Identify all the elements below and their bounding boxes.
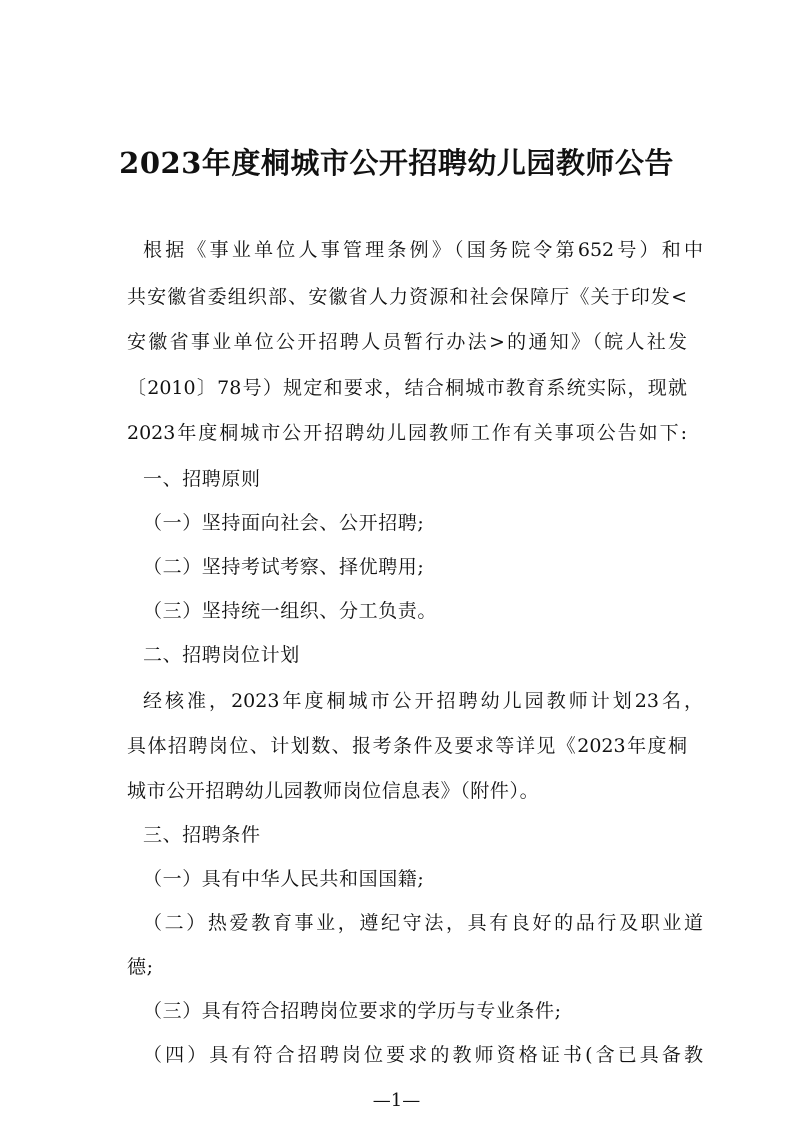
paragraph-line: 共安徽省委组织部、安徽省人力资源和社会保障厅《关于印发< [127,286,687,308]
paragraph-line: 〔2010〕78号）规定和要求，结合桐城市教育系统实际，现就 [127,377,687,399]
section-heading: 一、招聘原则 [143,468,261,490]
page-title: 2023年度桐城市公开招聘幼儿园教师公告 [119,146,674,180]
list-item: （一）具有中华人民共和国国籍; [143,868,425,890]
section-heading: 二、招聘岗位计划 [143,644,300,666]
list-item: （一）坚持面向社会、公开招聘; [143,512,425,534]
list-item: （四）具有符合招聘岗位要求的教师资格证书(含已具备教 [143,1044,703,1066]
page-number: —1— [372,1090,421,1111]
paragraph-line: 根据《事业单位人事管理条例》（国务院令第652号）和中 [143,239,703,261]
section-heading: 三、招聘条件 [143,824,261,846]
list-item: （二）热爱教育事业，遵纪守法，具有良好的品行及职业道 [143,912,703,934]
list-item: （三）坚持统一组织、分工负责。 [143,600,438,622]
paragraph-line: 经核准，2023年度桐城市公开招聘幼儿园教师计划23名， [143,690,703,712]
paragraph-line: 安徽省事业单位公开招聘人员暂行办法>的通知》（皖人社发 [127,331,687,353]
list-item: （二）坚持考试考察、择优聘用; [143,556,425,578]
paragraph-line: 德; [127,956,154,978]
paragraph-line: 城市公开招聘幼儿园教师岗位信息表》（附件）。 [127,780,540,802]
paragraph-line: 2023年度桐城市公开招聘幼儿园教师工作有关事项公告如下: [127,422,687,444]
list-item: （三）具有符合招聘岗位要求的学历与专业条件; [143,1000,562,1022]
paragraph-line: 具体招聘岗位、计划数、报考条件及要求等详见《2023年度桐 [127,735,687,757]
